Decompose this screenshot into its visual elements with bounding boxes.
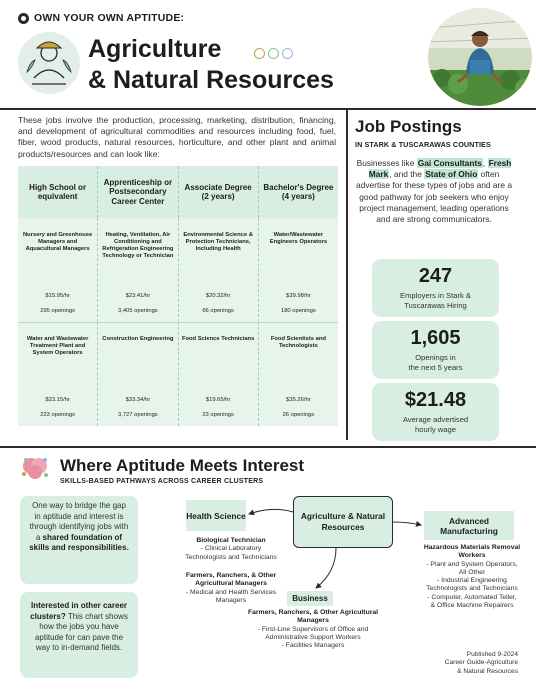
- job-openings: 295 openings: [40, 308, 76, 314]
- node-health-science: Health Science: [186, 500, 246, 531]
- occupation-item: All Other: [458, 568, 486, 576]
- company-highlight: State of Ohio: [425, 169, 478, 180]
- business-occupations: [247, 609, 379, 650]
- col-header-apprenticeship: Apprenticeship or Postsecondary Career Center: [98, 166, 178, 218]
- job-title: Construction Engineering: [102, 336, 174, 342]
- occupation-item: - Industrial Engineering: [437, 577, 507, 585]
- job-wage: $23.15/hr: [45, 397, 70, 403]
- footer-line: & Natural Resources: [457, 667, 518, 675]
- aptitude-title: Where Aptitude Meets Interest: [60, 456, 305, 475]
- page-title-line1: Agriculture: [88, 35, 222, 63]
- page-title-line2: & Natural Resources: [88, 66, 334, 94]
- stat-label-line: Average advertised: [402, 415, 469, 424]
- col-header-associate: Associate Degree (2 years): [179, 166, 259, 218]
- arrow-to-health: [249, 509, 293, 514]
- occupation-item: - Facilities Managers: [281, 642, 345, 650]
- footer-line: Published 9-2024: [466, 651, 518, 658]
- job-postings-subtitle: IN STARK & TUSCARAWAS COUNTIES: [355, 140, 491, 149]
- stat-number: 1,605: [410, 327, 461, 349]
- col-header-bachelors: Bachelor's Degree (4 years): [263, 182, 334, 201]
- advanced-occupations: [412, 544, 532, 610]
- job-openings: 223 openings: [40, 412, 76, 418]
- box-text: This chart shows how the jobs you have aptitude for can pave the way to in-demand fields.: [34, 611, 128, 653]
- job-openings: 23 openings: [202, 412, 234, 418]
- job-wage: $15.95/hr: [45, 293, 70, 299]
- health-occupations-1: [176, 537, 286, 562]
- occupation-item: Technologists and Technicians: [185, 553, 277, 561]
- publication-footer: [400, 651, 518, 676]
- job-title: Water/Wastewater Engineers Operators: [269, 232, 328, 245]
- aptitude-subtitle: SKILLS-BASED PATHWAYS ACROSS CAREER CLUSTERS: [60, 478, 264, 485]
- desc-text: often advertise for these types of jobs and are a good pathway for job seekers who enjoy project management, leading operations and are strong communicators.: [356, 169, 512, 225]
- job-wage: $20.32/hr: [205, 293, 231, 299]
- health-occupations-2: [176, 572, 286, 605]
- stat-label-line: the next 5 years: [408, 363, 463, 372]
- arrow-to-business: [316, 548, 336, 588]
- job-openings: 180 openings: [280, 308, 316, 314]
- stat-label-line: Employers in Stark &: [400, 291, 471, 300]
- desc-text: Businesses like: [356, 158, 417, 168]
- company-highlight: Fresh Mark: [368, 158, 512, 180]
- job-wage: $23.41/hr: [125, 293, 151, 299]
- job-title: Nursery and Greenhouse Managers and Aquacultural Managers: [22, 232, 93, 252]
- stat-number: 247: [418, 265, 453, 287]
- occupation-item: - Clinical Laboratory: [200, 545, 262, 553]
- footer-line: Career Guide-Agriculture: [444, 659, 518, 667]
- job-title: Food Scientists and Technologists: [270, 336, 326, 349]
- job-openings: 26 openings: [282, 412, 315, 418]
- occupation-title: Farmers, Ranchers, & Other Agricultural Managers: [247, 609, 379, 625]
- header-tag-text: OWN YOUR OWN APTITUDE:: [34, 12, 185, 24]
- col-header-high-school: High School or equivalent: [18, 166, 98, 218]
- job-title: Water and Wastewater Treatment Plant and System Operators: [26, 336, 89, 356]
- stat-label-line: hourly wage: [415, 425, 456, 434]
- desc-text: , and the: [389, 169, 425, 180]
- box-bold-text: shared foundation of skills and responsibilities.: [29, 532, 129, 553]
- job-title: Environmental Science & Protection Technicians, Including Health: [183, 232, 253, 252]
- job-openings: 3,405 openings: [118, 308, 158, 314]
- company-highlight: Gai Consultants: [417, 158, 482, 168]
- job-postings-title: Job Postings: [355, 117, 462, 136]
- job-openings: 3,727 openings: [118, 412, 158, 418]
- job-wage: $39.98/hr: [286, 293, 311, 299]
- job-wage: $33.34/hr: [125, 397, 151, 403]
- job-wage: $19.65/hr: [205, 397, 231, 403]
- box-bold-text: Interested in other career clusters?: [30, 601, 128, 621]
- job-title: Heating, Ventilation, Air Conditioning and Refrigeration Engineering Technology or Technician: [102, 232, 174, 259]
- intro-paragraph: These jobs involve the production, processing, marketing, distribution, financing, and development of agricultural commodities and resources including food, fuel, fiber, wood products, natural resources, horticulture, and other plant and animal products/resources and can look like:: [18, 115, 336, 159]
- occupation-item: - Computer, Automated Teller,: [427, 593, 517, 601]
- occupation-title: Farmers, Ranchers, & Other Agricultural Managers: [185, 572, 277, 588]
- occupation-item: - Plant and System Operators,: [426, 560, 518, 568]
- job-wage: $35.26/hr: [286, 397, 311, 403]
- occupation-item: Administrative Support Workers: [265, 633, 361, 641]
- occupation-item: Technologists and Technicians: [426, 585, 518, 593]
- arrow-to-advanced: [393, 522, 421, 525]
- occupation-title: Biological Technician: [196, 537, 266, 544]
- node-business: Business: [287, 591, 333, 606]
- box-text: One way to bridge the gap in aptitude and interest is through identifying jobs with a: [29, 501, 129, 542]
- desc-text: ,: [482, 158, 488, 168]
- occupation-item: & Office Machine Repairers: [430, 602, 514, 610]
- occupation-title: Hazardous Materials Removal Workers: [423, 544, 521, 560]
- occupation-item: - First-Line Supervisors of Office and: [257, 625, 369, 633]
- stat-label-line: Openings in: [415, 353, 456, 362]
- node-agriculture: Agriculture & Natural Resources: [293, 496, 393, 548]
- occupation-item: Managers: [215, 596, 247, 604]
- job-openings: 66 openings: [202, 308, 234, 314]
- job-title: Food Science Technicians: [181, 336, 255, 342]
- occupation-item: - Medical and Health Services: [185, 588, 277, 596]
- stat-label-line: Tuscarawas Hiring: [404, 301, 467, 310]
- stat-number: $21.48: [404, 389, 467, 411]
- node-advanced-manufacturing: Advanced Manufacturing: [424, 511, 514, 540]
